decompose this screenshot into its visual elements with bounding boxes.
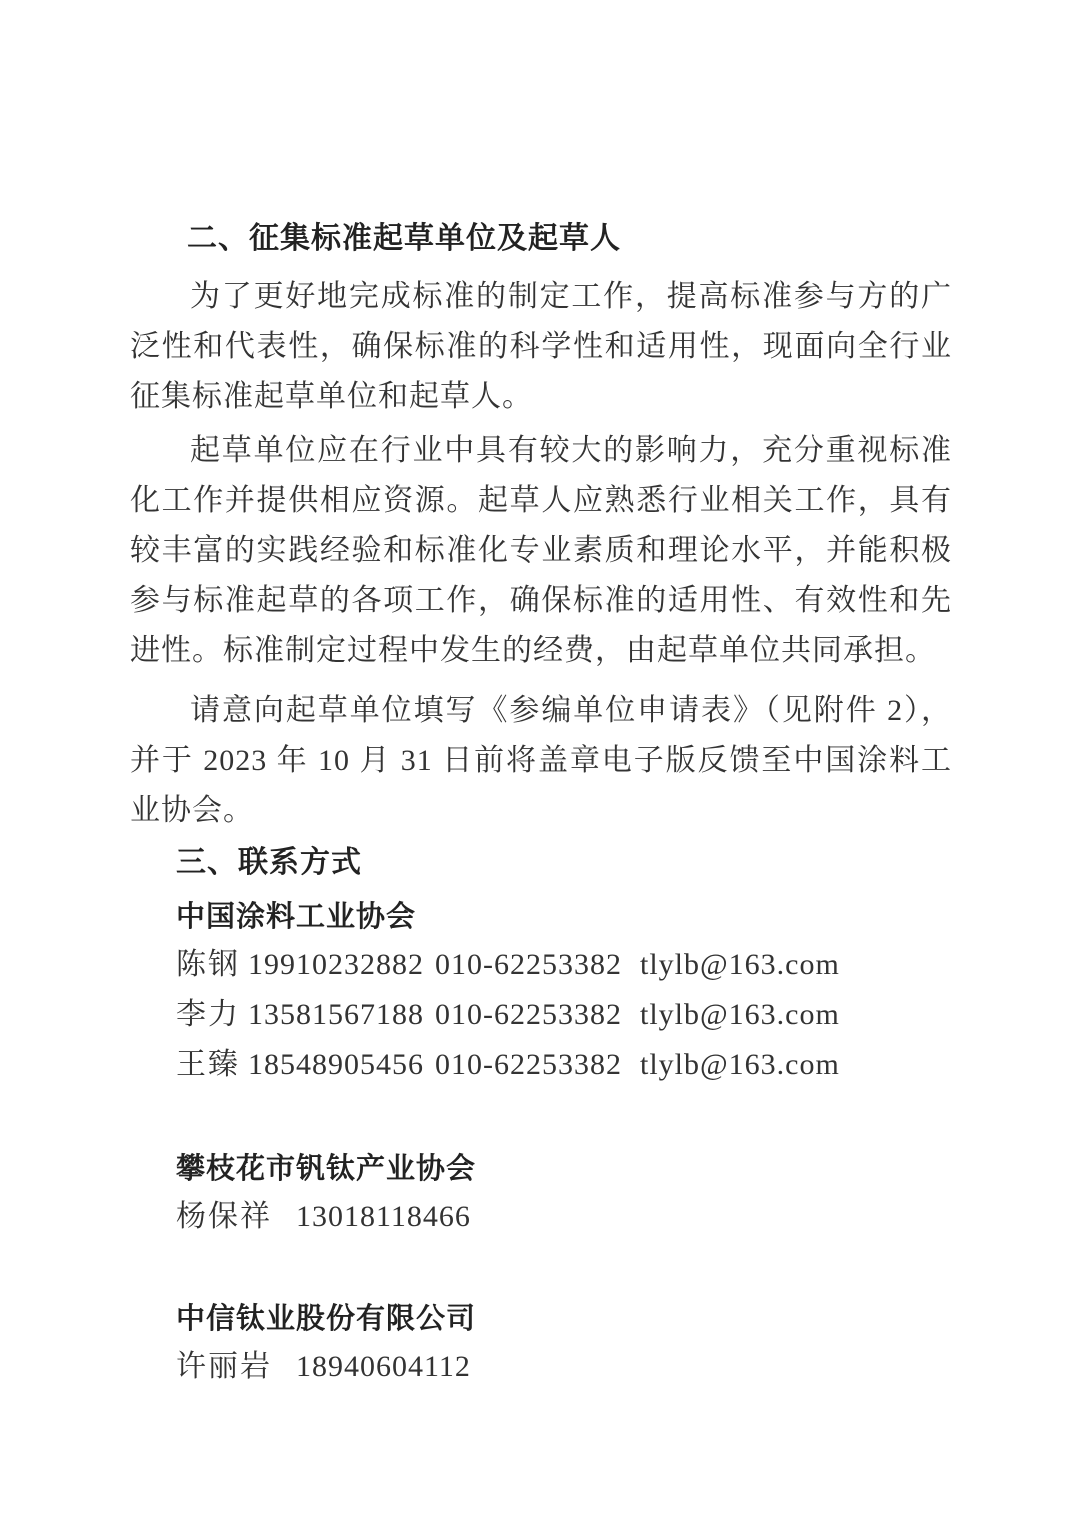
contact-mobile: 13581567188 bbox=[248, 998, 424, 1031]
contact-mobile: 19910232882 bbox=[248, 948, 424, 981]
contact-row bbox=[176, 990, 952, 1040]
document-content bbox=[130, 222, 952, 1392]
contact-list bbox=[130, 1342, 952, 1392]
contact-email: tlylb@163.com bbox=[640, 948, 840, 981]
contact-person: 许丽岩 bbox=[176, 1350, 272, 1383]
section-2-paragraph-2: 起草单位应在行业中具有较大的影响力，充分重视标准化工作并提供相应资源。起草人应熟悉行业相关工作，具有较丰富的实践经验和标准化专业素质和理论水平，并能积极参与标准起草的各项工作，确保标准的适用性、有效性和先进性。标准制定过程中发生的经费，由起草单位共同承担。 bbox=[130, 434, 952, 667]
contact-list bbox=[130, 940, 952, 1090]
contact-mobile: 13018118466 bbox=[296, 1200, 471, 1233]
organization-name: 攀枝花市钒钛产业协会 bbox=[176, 1153, 477, 1185]
contact-row bbox=[176, 1040, 952, 1090]
section-3-heading: 三、联系方式 bbox=[176, 846, 362, 879]
organization-panzhihua bbox=[130, 1152, 952, 1242]
organization-name: 中信钛业股份有限公司 bbox=[176, 1303, 477, 1335]
contact-row bbox=[176, 1192, 952, 1242]
contact-person: 李力 bbox=[176, 998, 240, 1031]
organization-name: 中国涂料工业协会 bbox=[176, 901, 417, 933]
organization-cnci bbox=[130, 900, 952, 1090]
contact-email: tlylb@163.com bbox=[640, 998, 840, 1031]
contact-phone: 010-62253382 bbox=[435, 948, 622, 981]
organization-citic bbox=[130, 1302, 952, 1392]
contact-mobile: 18940604112 bbox=[296, 1350, 471, 1383]
contact-phone: 010-62253382 bbox=[435, 1048, 622, 1081]
contact-person: 杨保祥 bbox=[176, 1200, 272, 1233]
contact-person: 陈钢 bbox=[176, 948, 240, 981]
contact-mobile: 18548905456 bbox=[248, 1048, 424, 1081]
contact-list bbox=[130, 1192, 952, 1242]
contact-row bbox=[176, 940, 952, 990]
contact-row bbox=[176, 1342, 952, 1392]
section-2-paragraph-1: 为了更好地完成标准的制定工作，提高标准参与方的广泛性和代表性，确保标准的科学性和适用性，现面向全行业征集标准起草单位和起草人。 bbox=[130, 280, 952, 413]
contact-phone: 010-62253382 bbox=[435, 998, 622, 1031]
section-2-paragraph-3: 请意向起草单位填写《参编单位申请表》（见附件 2），并于 2023 年 10 月 31 日前将盖章电子版反馈至中国涂料工业协会。 bbox=[130, 694, 952, 827]
contact-email: tlylb@163.com bbox=[640, 1048, 840, 1081]
section-2-heading: 二、征集标准起草单位及起草人 bbox=[187, 222, 621, 255]
contact-person: 王臻 bbox=[176, 1048, 240, 1081]
